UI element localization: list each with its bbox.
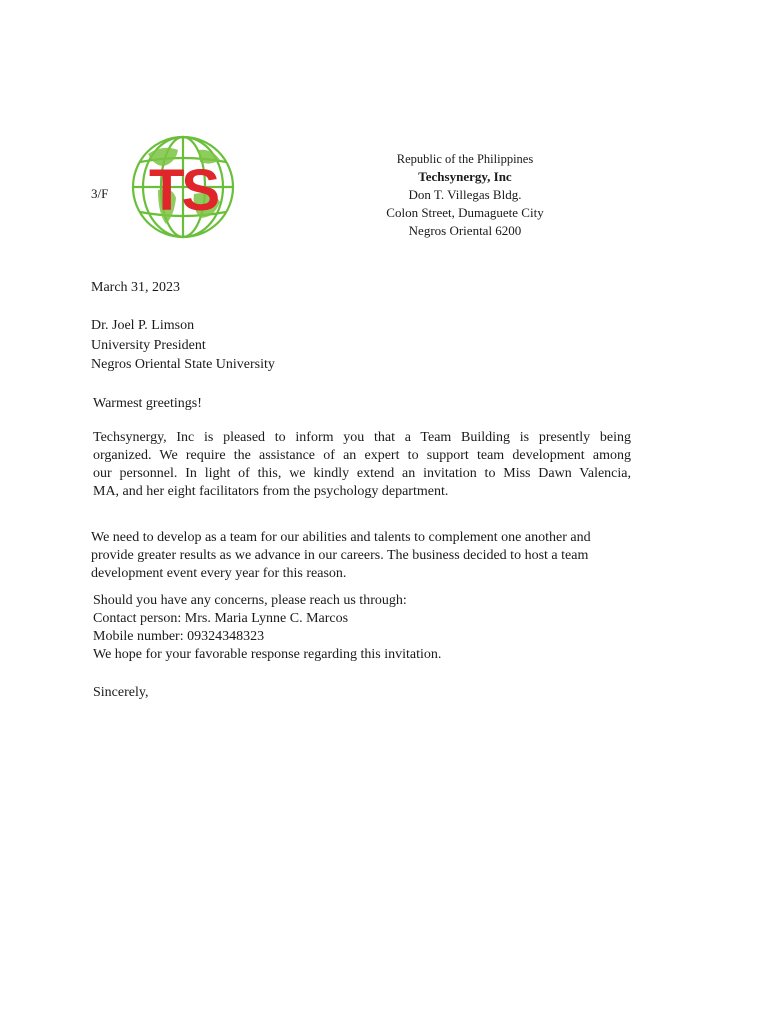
closing-hope: We hope for your favorable response regarding this invitation. — [93, 647, 442, 662]
closing-salutation: Sincerely, — [93, 685, 149, 700]
recipient-name: Dr. Joel P. Limson — [91, 318, 195, 333]
greeting: Warmest greetings! — [93, 396, 202, 411]
province-line: Negros Oriental 6200 — [408, 223, 522, 238]
paragraph-line: Techsynergy, Inc is pleased to inform you that a Team Building is presently being — [93, 430, 631, 445]
paragraph-line: MA, and her eight facilitators from the psychology department. — [93, 484, 449, 499]
recipient-title: University President — [91, 337, 206, 353]
floor-label: 3/F — [91, 186, 109, 201]
paragraph-invitation — [93, 429, 631, 501]
contact-block — [93, 592, 441, 664]
company-name: Techsynergy, Inc — [418, 169, 512, 184]
street-line: Colon Street, Dumaguete City — [386, 205, 544, 220]
paragraph-line: development event every year for this reason. — [91, 566, 347, 581]
paragraph-line: organized. We require the assistance of an expert to support team development among — [93, 448, 631, 463]
paragraph-line: We need to develop as a team for our abilities and talents to complement one another and — [91, 530, 591, 545]
logo-letters: TS — [148, 158, 218, 223]
country-line: Republic of the Philippines — [396, 152, 534, 166]
paragraph-line: provide greater results as we advance in our careers. The business decided to host a team — [91, 548, 589, 563]
paragraph-line: our personnel. In light of this, we kindly extend an invitation to Miss Dawn Valencia, — [93, 466, 631, 481]
contact-mobile: Mobile number: 09324348323 — [93, 629, 265, 644]
contact-person: Contact person: Mrs. Maria Lynne C. Marcos — [93, 611, 349, 626]
recipient-block — [91, 316, 275, 375]
building-line: Don T. Villegas Bldg. — [408, 187, 522, 202]
paragraph-purpose — [91, 529, 636, 583]
letterhead-address — [365, 150, 565, 240]
contact-intro: Should you have any concerns, please reach us through: — [93, 593, 407, 608]
recipient-institution: Negros Oriental State University — [91, 357, 275, 372]
techsynergy-logo — [128, 132, 238, 242]
letter-date: March 31, 2023 — [91, 280, 181, 295]
